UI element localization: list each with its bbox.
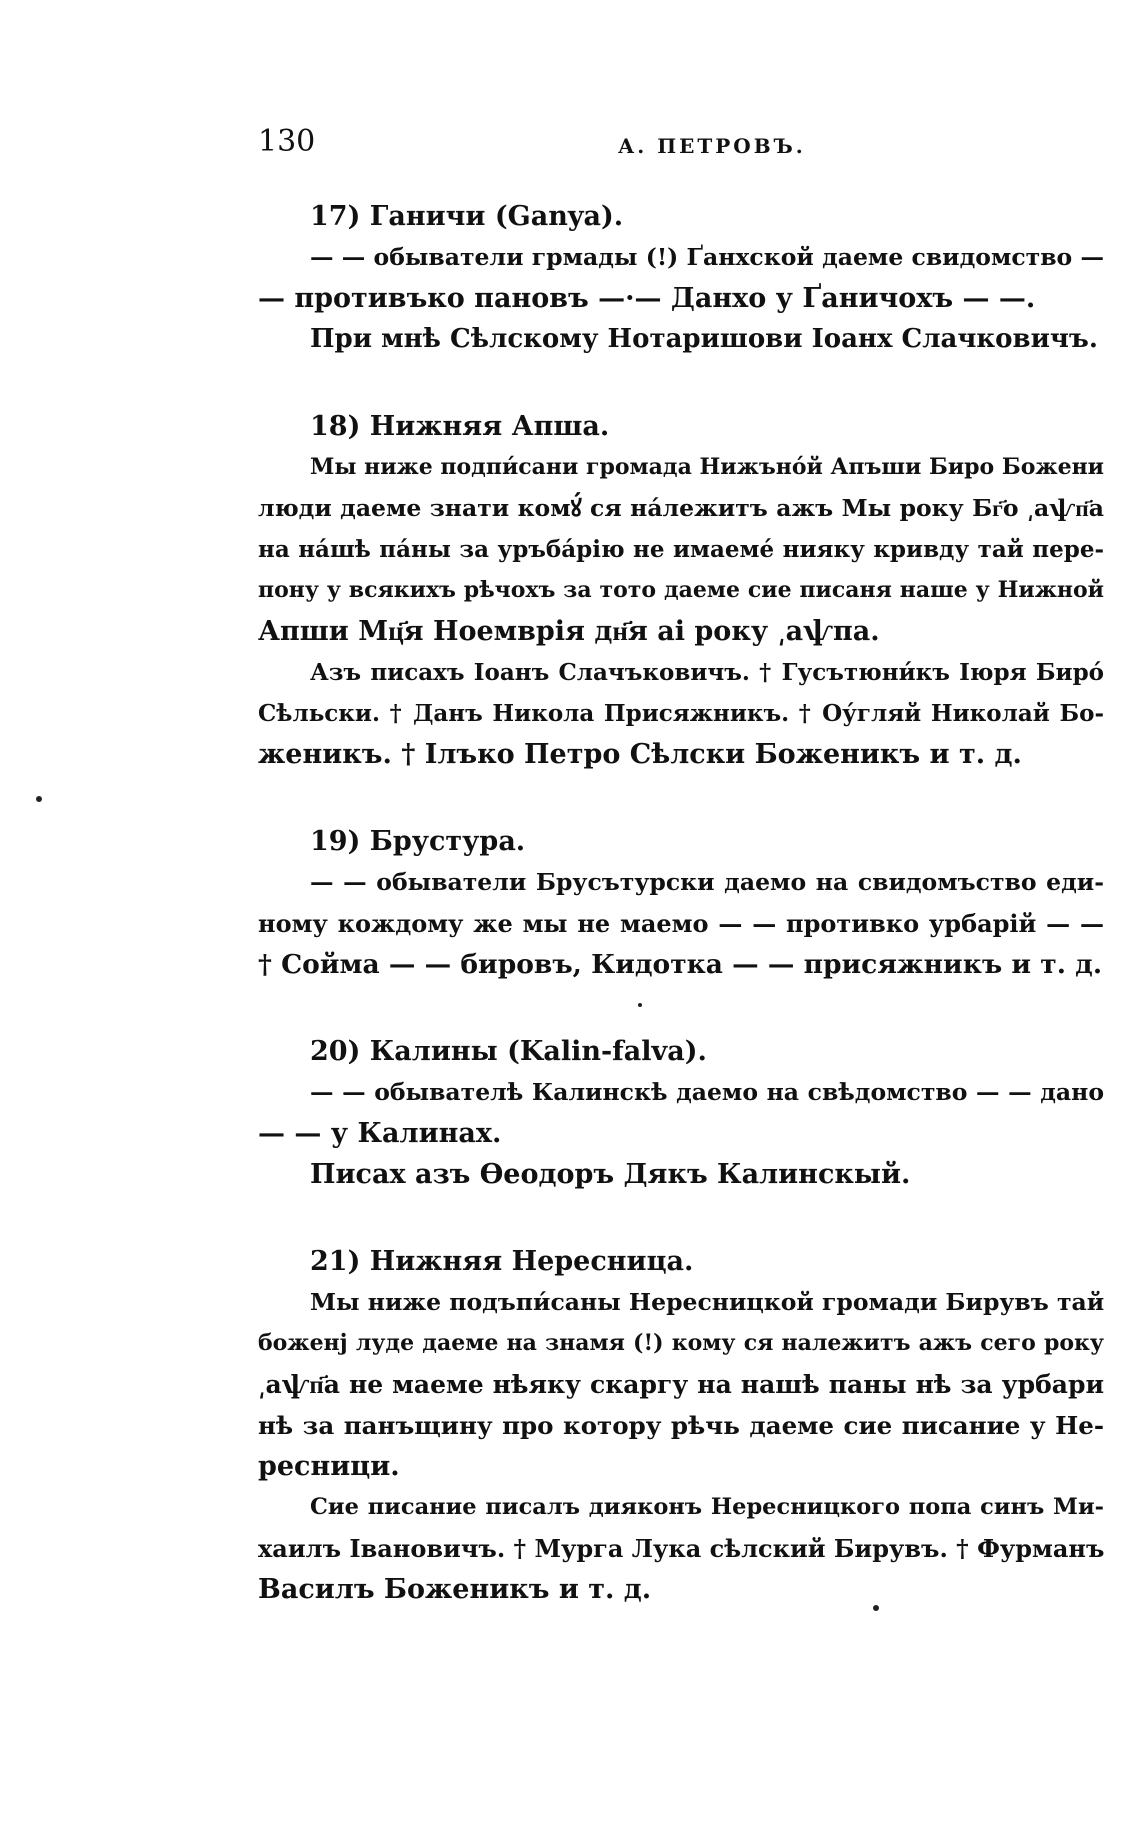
running-head: А. ПЕТРОВЪ. <box>618 134 806 158</box>
text-line: боженј луде даеме на знамя (!) кому ся належитъ ажъ сего року <box>258 1330 1104 1356</box>
text-line: ресници. <box>258 1451 400 1482</box>
signature-line: Сие писание писалъ дияконъ Нересницкого попа синъ Ми- <box>310 1494 1104 1520</box>
text-line: — — у Калинах. <box>258 1118 502 1149</box>
text-line: — — обыватели грмады (!) Ґанхской даеме свидомство — <box>310 243 1104 271</box>
signature-line: Азъ писахъ Іоанъ Слачъковичъ. † Гусътюни́къ Іюря Биро́ <box>310 659 1104 686</box>
text-line: нѣ за панъщину про котору рѣчь даеме сие писание у Не- <box>258 1411 1104 1440</box>
text-line: Мы ниже подпи́сани громада Нижъно́й Апъши Биро Божени <box>310 454 1104 480</box>
page-body <box>258 196 1104 1656</box>
signature-line: При мнѣ Сѣлскому Нотаришови Іоанх Слачковичъ. <box>310 324 1098 354</box>
entry-heading: 17) Ганичи (Ganya). <box>310 201 624 232</box>
entry-18-nizhnyaya-apsha <box>258 406 1104 775</box>
page-number: 130 <box>258 124 316 159</box>
signature-line: хаилъ Івановичъ. † Мурга Лука сѣлский Бирувъ. † Фурманъ <box>258 1534 1105 1563</box>
text-line: — противъко пановъ —·— Данхо у Ґаничохъ — —. <box>258 283 1036 314</box>
page-header <box>258 124 1104 164</box>
signature-line: † Сойма — — бировъ, Кидотка — — присяжникъ и т. д. <box>258 949 1103 980</box>
specks-mark <box>638 1003 642 1007</box>
entry-heading: 21) Нижняя Нересница. <box>310 1246 694 1277</box>
signature-line: Василъ Боженикъ и т. д. <box>258 1574 652 1605</box>
specks-mark <box>873 1605 879 1611</box>
text-line: — — обывателѣ Калинскѣ даемо на свѣдомство — — дано <box>310 1078 1104 1106</box>
entry-19-brustura <box>258 821 1104 985</box>
signature-line: Писах азъ Ѳеодоръ Дякъ Калинскый. <box>310 1159 911 1190</box>
text-line: — — обыватели Брусътурски даемо на свидомъство еди- <box>310 868 1104 896</box>
text-line: ͵аѱп҃а не маеме нѣяку скаргу на нашѣ паны нѣ за урбари <box>258 1370 1104 1399</box>
text-line: Апши Мц҃я Ноемврія дн҃я аі року ͵аѱпа. <box>258 616 880 647</box>
text-line: Мы ниже подъпи́саны Нересницкой громади Бирувъ тай <box>310 1288 1105 1316</box>
entry-heading: 18) Нижняя Апша. <box>310 411 610 442</box>
entry-20-kaliny <box>258 1031 1104 1195</box>
signature-line: женикъ. † Ілъко Петро Сѣлски Боженикъ и т. д. <box>258 739 1022 770</box>
text-line: люди даеме знати комꙋ́ ся на́лежитъ ажъ Мы року Бг҃о ͵аѱп҃а <box>258 494 1104 522</box>
entry-17-ganichi <box>258 196 1104 360</box>
entry-heading: 20) Калины (Kalin-falva). <box>310 1036 707 1067</box>
text-line: пону у всякихъ рѣчохъ за тото даеме сие писаня наше у Нижной <box>258 577 1104 603</box>
signature-line: Сѣльски. † Данъ Никола Присяжникъ. † Оу́гляй Николай Бо- <box>258 700 1104 727</box>
specks-mark <box>36 796 42 802</box>
entry-21-nizhnyaya-neresnitsa <box>258 1241 1104 1610</box>
entry-heading: 19) Брустура. <box>310 826 526 857</box>
text-line: на на́шѣ па́ны за уръба́рію не имаеме́ нияку кривду тай пере- <box>258 536 1104 563</box>
text-line: ному кождому же мы не маемо — — противко урбарій — — <box>258 909 1104 938</box>
